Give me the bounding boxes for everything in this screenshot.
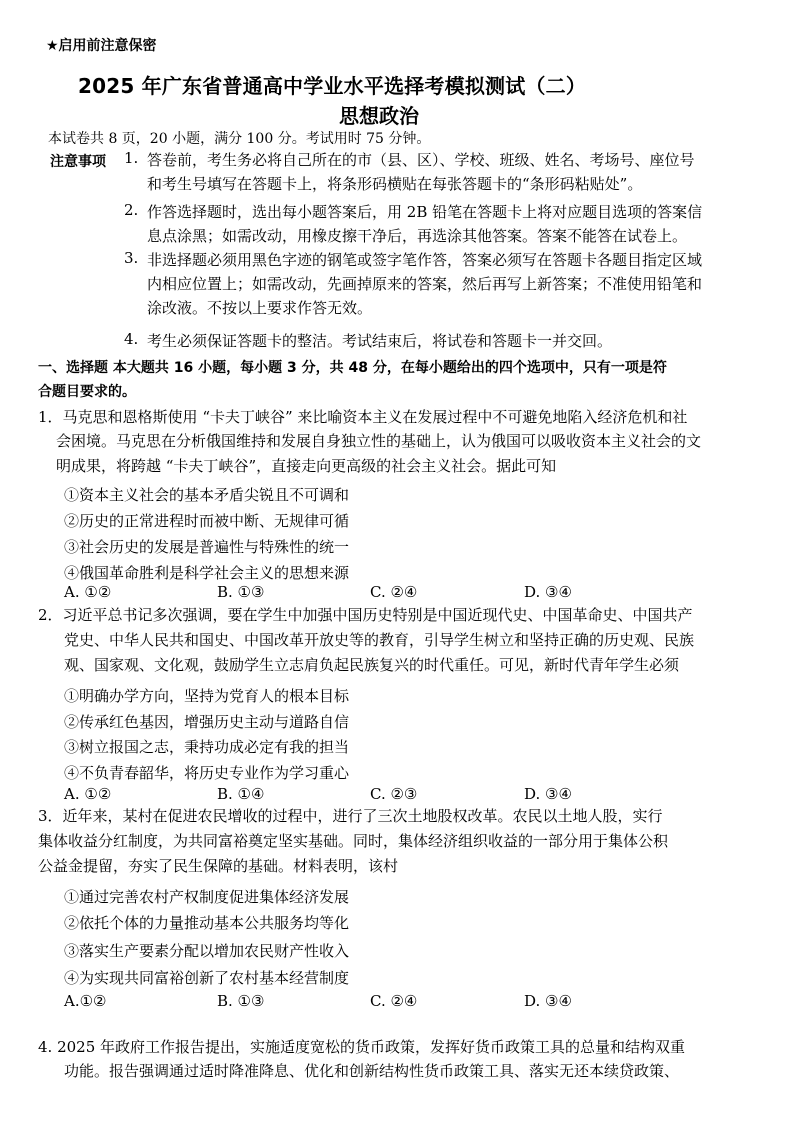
choice-d: D. ③④ (524, 785, 572, 803)
notice-num: 2. (124, 201, 139, 219)
question-stem: 会困境。马克思在分析俄国维持和发展自身独立性的基础上，认为俄国可以吸收资本主义社会的文 (56, 432, 702, 450)
choice-a: A. ①② (64, 583, 112, 601)
question-item: ②历史的正常进程时而被中断、无规律可循 (64, 512, 350, 530)
choice-b: B. ①③ (217, 992, 265, 1010)
question-stem: 功能。报告强调通过适时降准降息、优化和创新结构性货币政策工具、落实无还本续贷政策、 (64, 1062, 680, 1080)
question-stem: 1．马克思和恩格斯使用 “卡夫丁峡谷” 来比喻资本主义在发展过程中不可避免地陷入经济危机和社 (38, 408, 688, 426)
notice-num: 4. (124, 330, 139, 348)
exam-info: 本试卷共 8 页，20 小题，满分 100 分。考试用时 75 分钟。 (48, 131, 431, 147)
section-heading: 合题目要求的。 (38, 384, 136, 400)
question-stem: 4. 2025 年政府工作报告提出，实施适度宽松的货币政策，发挥好货币政策工具的总量和结构双重 (38, 1038, 686, 1056)
notice-line: 息点涂黑；如需改动，用橡皮擦干净后，再选涂其他答案。答案不能答在试卷上。 (147, 227, 688, 245)
notice-num: 3. (124, 249, 139, 267)
notice-label: 注意事项 (50, 154, 106, 170)
notice-line: 考生必须保证答题卡的整洁。考试结束后，将试卷和答题卡一并交回。 (147, 332, 613, 350)
notice-line: 非选择题必须用黑色字迹的钢笔或签字笔作答，答案必须写在答题卡各题目指定区域 (147, 251, 703, 269)
choice-b: B. ①③ (217, 583, 265, 601)
notice-num: 1. (124, 149, 139, 167)
question-stem: 集体收益分红制度，为共同富裕奠定坚实基础。同时，集体经济组织收益的一部分用于集体公积 (38, 832, 669, 850)
choice-a: A. ①② (64, 785, 112, 803)
notice-line: 涂改液。不按以上要求作答无效。 (147, 299, 373, 317)
choice-d: D. ③④ (524, 992, 572, 1010)
question-item: ②传承红色基因，增强历史主动与道路自信 (64, 713, 350, 731)
question-stem: 观、国家观、文化观，鼓励学生立志肩负起民族复兴的时代重任。可见，新时代青年学生必须 (64, 656, 680, 674)
choice-c: C. ②④ (370, 583, 418, 601)
choice-b: B. ①④ (217, 785, 265, 803)
notice-line: 和考生号填写在答题卡上，将条形码横贴在每张答题卡的“条形码粘贴处”。 (147, 175, 643, 193)
question-item: ③树立报国之志，秉持功成必定有我的担当 (64, 738, 350, 756)
confidential-mark: ★启用前注意保密 (46, 38, 157, 54)
choice-a: A.①② (64, 992, 107, 1010)
exam-title: 2025 年广东省普通高中学业水平选择考模拟测试（二） (78, 74, 587, 98)
question-stem: 公益金提留，夯实了民生保障的基础。材料表明，该村 (38, 857, 399, 875)
question-item: ③落实生产要素分配以增加农民财产性收入 (64, 942, 350, 960)
notice-line: 作答选择题时，选出每小题答案后，用 2B 铅笔在答题卡上将对应题目选项的答案信 (147, 203, 703, 221)
question-stem: 3．近年来，某村在促进农民增收的过程中，进行了三次土地股权改革。农民以土地人股，实行 (38, 807, 663, 825)
section-heading: 一、选择题 本大题共 16 小题，每小题 3 分，共 48 分，在每小题给出的四个选项中，只有一项是符 (38, 360, 667, 376)
choice-c: C. ②④ (370, 992, 418, 1010)
notice-line: 内相应位置上；如需改动，先画掉原来的答案，然后再写上新答案；不准使用铅笔和 (147, 275, 703, 293)
question-item: ③社会历史的发展是普遍性与特殊性的统一 (64, 538, 350, 556)
question-item: ④俄国革命胜利是科学社会主义的思想来源 (64, 564, 350, 582)
question-item: ①资本主义社会的基本矛盾尖锐且不可调和 (64, 486, 350, 504)
subject-title: 思想政治 (339, 104, 419, 128)
notice-line: 答卷前，考生务必将自己所在的市（县、区）、学校、班级、姓名、考场号、座位号 (147, 151, 695, 169)
question-item: ①通过完善农村产权制度促进集体经济发展 (64, 888, 350, 906)
question-stem: 党史、中华人民共和国史、中国改革开放史等的教育，引导学生树立和坚持正确的历史观、民族 (64, 631, 695, 649)
question-item: ④不负青春韶华，将历史专业作为学习重心 (64, 764, 350, 782)
question-item: ②依托个体的力量推动基本公共服务均等化 (64, 914, 350, 932)
choice-c: C. ②③ (370, 785, 418, 803)
question-item: ①明确办学方向，坚持为党育人的根本目标 (64, 687, 350, 705)
question-item: ④为实现共同富裕创新了农村基本经营制度 (64, 969, 350, 987)
choice-d: D. ③④ (524, 583, 572, 601)
question-stem: 2．习近平总书记多次强调，要在学生中加强中国历史特别是中国近现代史、中国革命史、中国共产 (38, 606, 693, 624)
question-stem: 明成果，将跨越 “卡夫丁峡谷”，直接走向更高级的社会主义社会。据此可知 (56, 457, 557, 475)
